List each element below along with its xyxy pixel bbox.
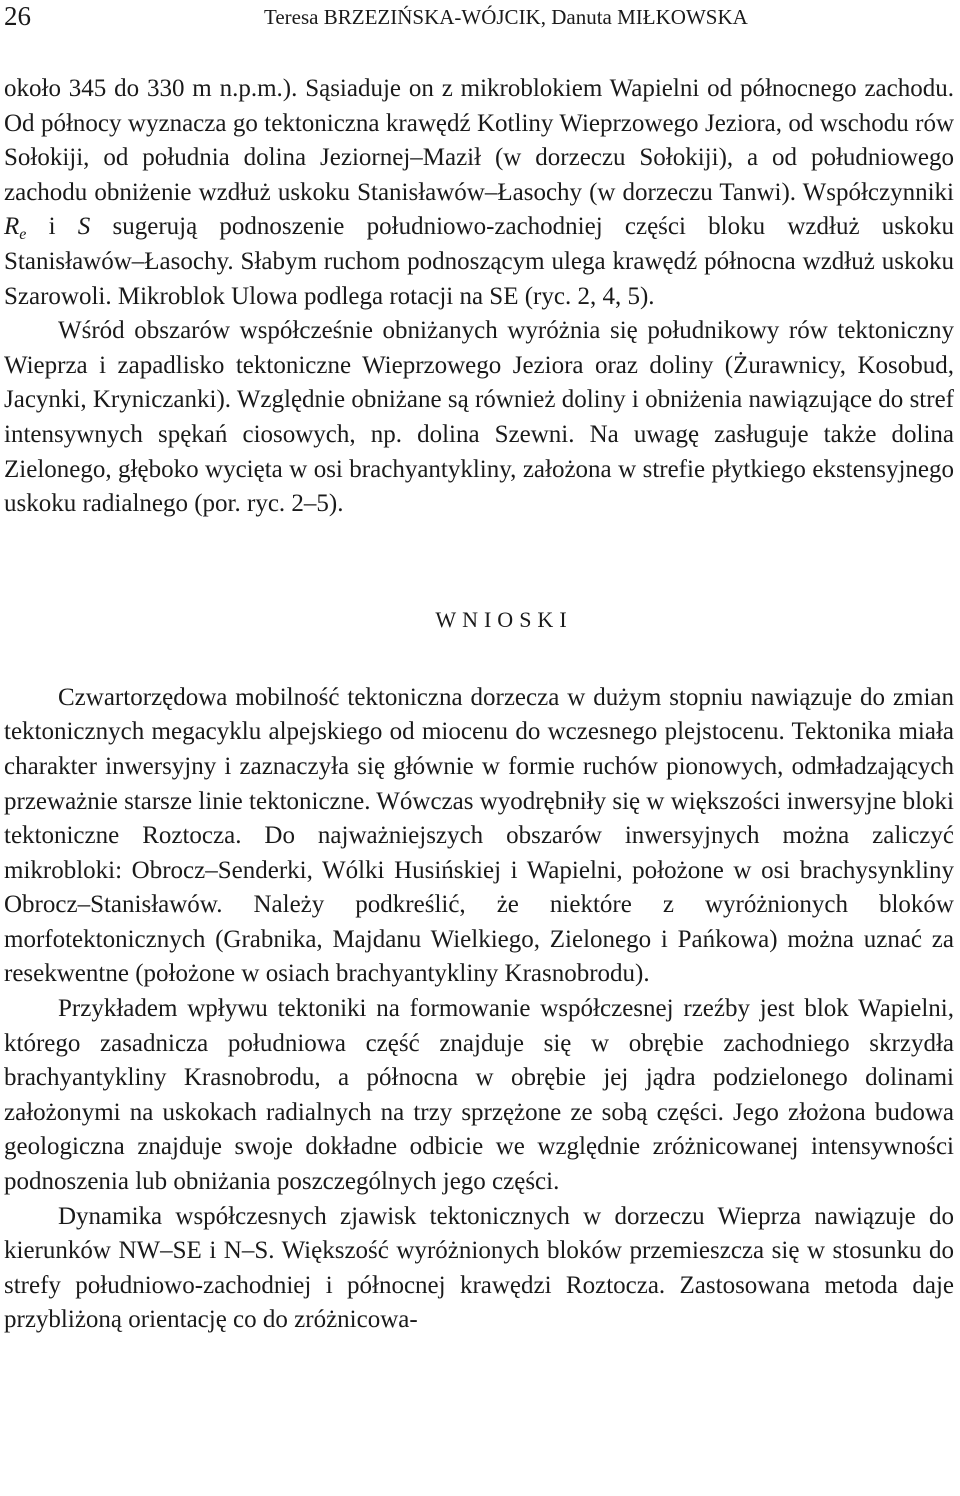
page-number: 26 [4, 1, 31, 31]
document-page [4, 0, 954, 1338]
paragraph: Czwartorzędowa mobilność tektoniczna dorzecza w dużym stopniu nawiązuje do zmian tektonicznych megacyklu alpejskiego od miocenu do wczesnego plejstocenu. Tektonika miała charakter inwersyjny i zaznaczyła się głównie w formie ruchów pionowych, odmładzających przeważnie starsze linie tektoniczne. Wówczas wyodrębniły się w większości inwersyjne bloki tektoniczne Roztocza. Do najważniejszych obszarów inwersyjnych można zaliczyć mikrobloki: Obrocz–Senderki, Wólki Husińskiej i Wapielni, położone w osi brachysynkliny Obrocz–Stanisławów. Należy podkreślić, że niektóre z wyróżnionych bloków morfotektonicznych (Grabnika, Majdanu Wielkiego, Zielonego i Pańkowa) można uznać za resekwentne (położone w osiach brachyantykliny Krasnobrodu). [4, 683, 954, 988]
paragraph: Wśród obszarów współcześnie obniżanych wyróżnia się południkowy rów tektoniczny Wieprza i zapadlisko tektoniczne Wieprzowego Jeziora oraz doliny (Żurawnicy, Kosobud, Jacynki, Kryniczanki). Względnie obniżane są również doliny i obniżenia nawiązujące do stref intensywnych spękań ciosowych, np. dolina Szewni. Na uwagę zasługuje także dolina Zielonego, głęboko wycięta w osi brachyantykliny, założona w strefie płytkiego ekstensyjnego uskoku radialnego (por. ryc. 2–5). [4, 317, 954, 518]
paragraph: Dynamika współczesnych zjawisk tektonicznych w dorzeczu Wieprza nawiązuje do kierunków NW–SE i N–S. Większość wyróżnionych bloków przemieszcza się w stosunku do strefy południowo-zachodniej i północnej krawędzi Roztocza. Zastosowana metoda daje przybliżoną orientację co do zróżnicowa- [4, 1202, 954, 1334]
running-head-authors: Teresa BRZEZIŃSKA-WÓJCIK, Danuta MIŁKOWSKA [264, 5, 748, 29]
paragraph-continued [4, 72, 954, 314]
paragraph-text: około 345 do 330 m n.p.m.). Sąsiaduje on z mikroblokiem Wapielni od północnego zachodu. Od północy wyznacza go tektoniczna krawędź Kotliny Wieprzowego Jeziora, od wschodu rów Sołokiji, od południa dolina Jeziornej–Maził (w dorzeczu Sołokiji), a od południowego zachodu obniżenie wzdłuż uskoku Stanisławów–Łasochy (w dorzeczu Tanwi). Współczynniki [4, 75, 954, 206]
symbol-r: R [4, 213, 20, 241]
paragraph: Przykładem wpływu tektoniki na formowanie współczesnej rzeźby jest blok Wapielni, którego zasadnicza południowa część znajduje się w obrębie zachodniego skrzydła brachyantykliny Krasnobrodu, a północna w obrębie jej jądra podzielonego dolinami założonymi na uskokach radialnych na trzy sprzężone ze sobą części. Jego złożona budowa geologiczna znajduje swoje dokładne odbicie we względnie zróżnicowanej intensywności podnoszenia lub obniżania poszczególnych jego części. [4, 995, 954, 1196]
paragraph-text: i [26, 213, 78, 241]
symbol-s: S [77, 213, 91, 241]
running-head [4, 2, 954, 30]
symbol-r-subscript: e [19, 226, 27, 244]
paragraph-text: sugerują podnoszenie południowo-zachodniej części bloku wzdłuż uskoku Stanisławów–Łasochy. Słabym ruchom podnoszącym ulega krawędź północna wzdłuż uskoku Szarowoli. Mikroblok Ulowa podlega rotacji na SE (ryc. 2, 4, 5). [4, 213, 954, 310]
section-heading: WNIOSKI [435, 606, 573, 632]
body-text [4, 72, 954, 1338]
